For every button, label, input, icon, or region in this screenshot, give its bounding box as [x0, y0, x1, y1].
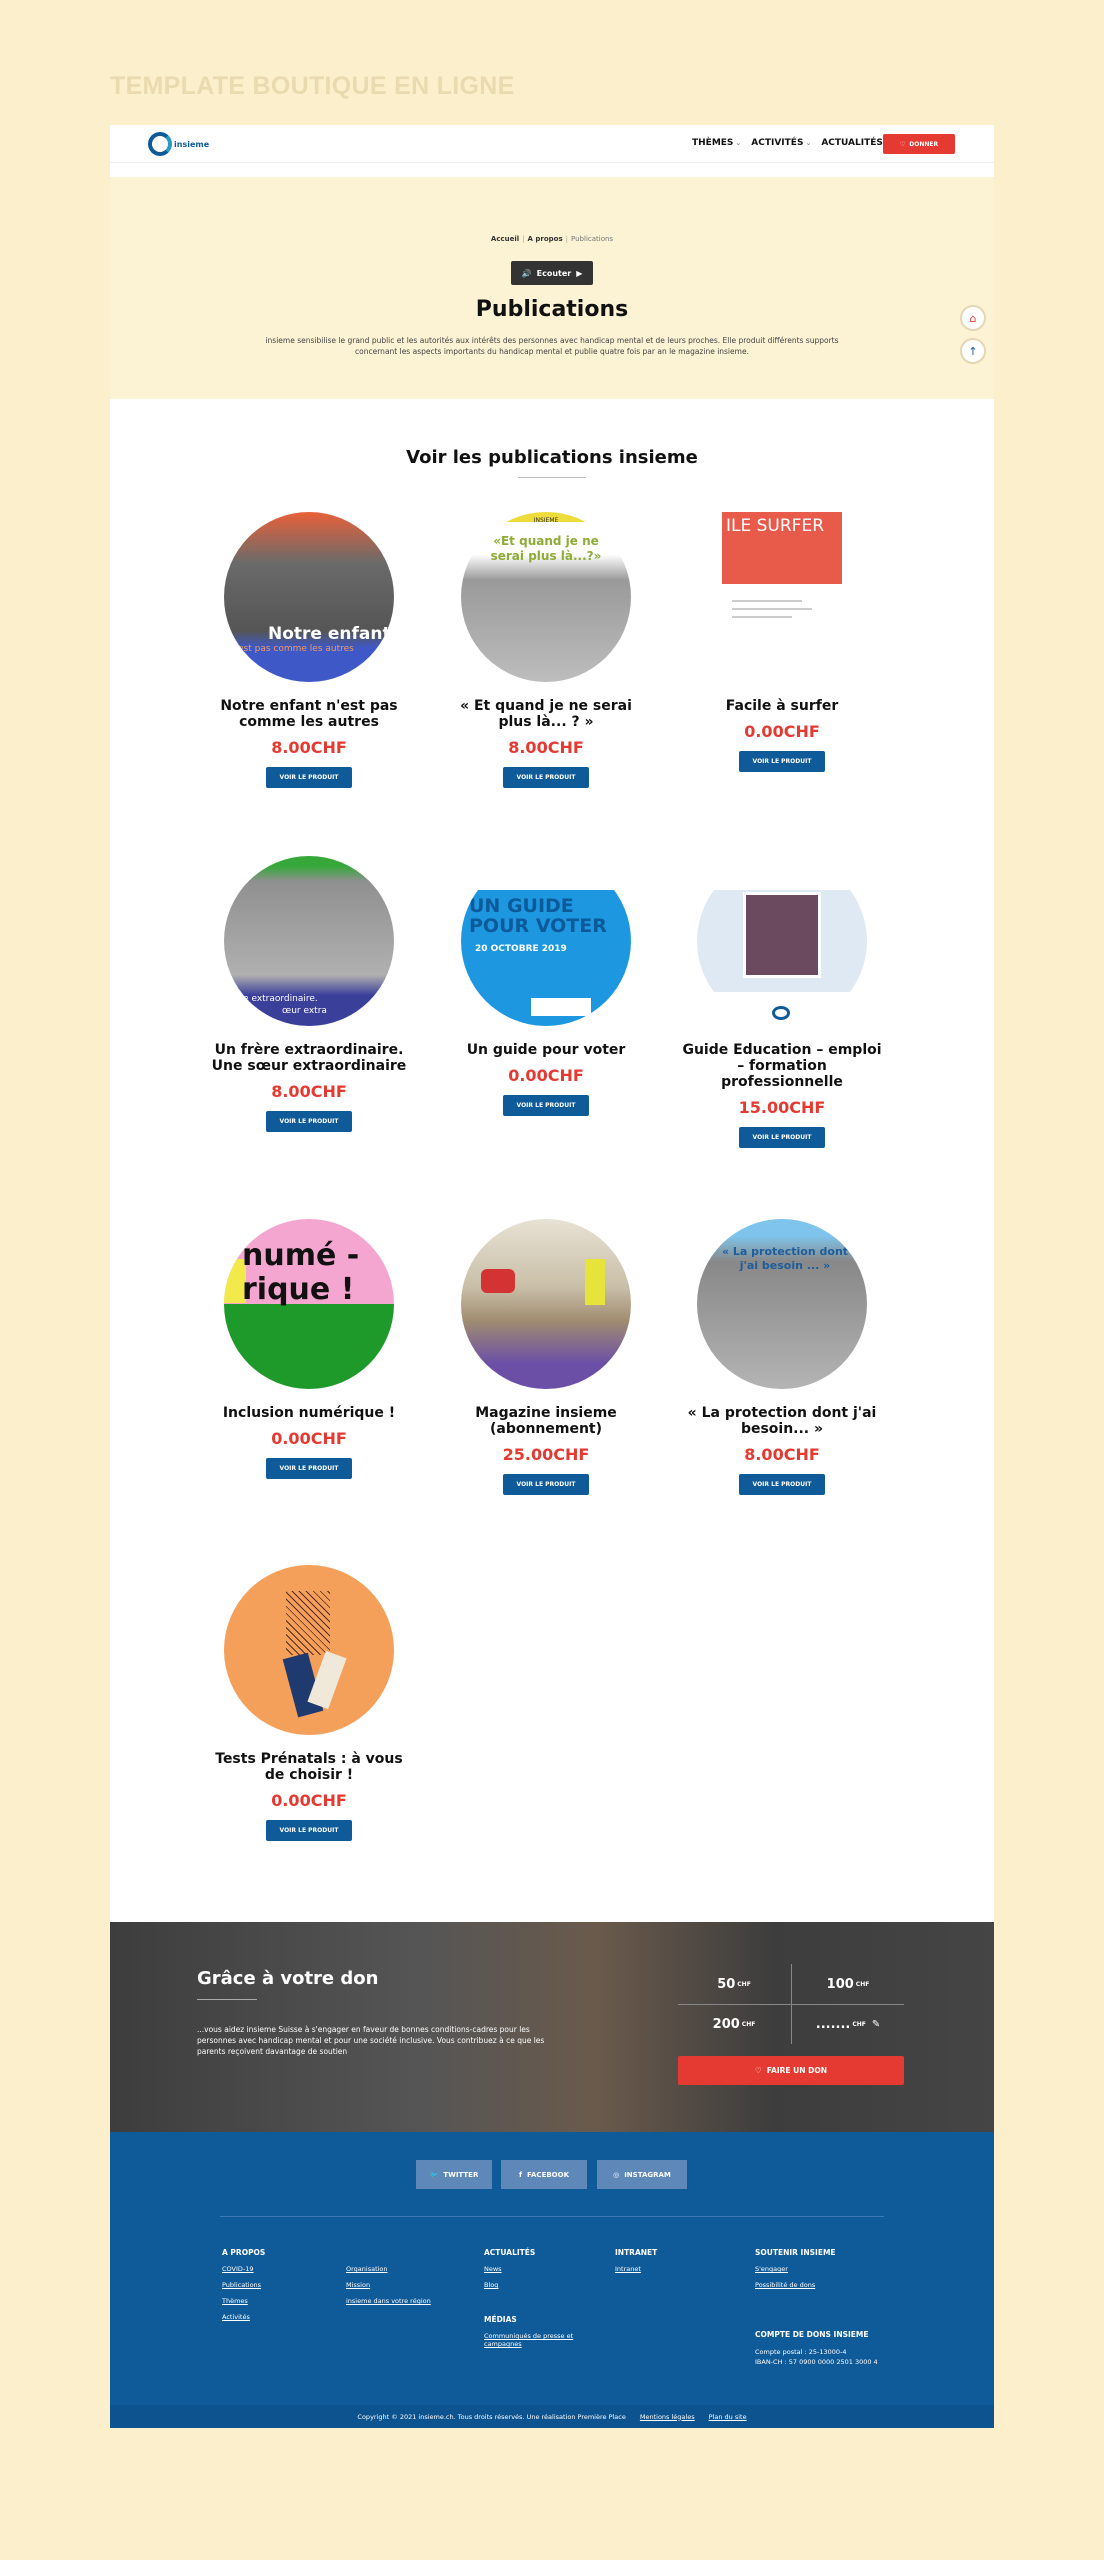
product-price: 15.00CHF [738, 1098, 826, 1117]
product-card [682, 512, 882, 772]
make-donation-button[interactable]: ♡ FAIRE UN DON [678, 2056, 904, 2085]
listen-button[interactable]: 🔊 Ecouter ▶ [511, 261, 593, 285]
product-card [446, 856, 646, 1116]
amount-option-200[interactable]: 200 CHF [712, 2016, 756, 2032]
heart-icon: ♡ [899, 140, 906, 148]
product-image[interactable]: UN GUIDE POUR VOTER 20 OCTOBRE 2019 [461, 856, 631, 1026]
product-card [209, 512, 409, 788]
footer-col-soutenir: SOUTENIR INSIEME S'engager Possibilité de dons [755, 2248, 836, 2289]
product-name[interactable]: Magazine insieme (abonnement) [475, 1405, 617, 1437]
divider [197, 1999, 257, 2000]
view-product-button[interactable]: VOIR LE PRODUIT [266, 1458, 352, 1479]
top-navigation-bar [110, 125, 994, 163]
product-name[interactable]: Tests Prénatals : à vous de choisir ! [215, 1751, 403, 1783]
instagram-icon: ◎ [613, 2170, 620, 2179]
product-image[interactable]: Notre enfant est pas comme les autres [224, 512, 394, 682]
footer-col-intranet: INTRANET Intranet [615, 2248, 658, 2273]
footer-link[interactable]: Thèmes [222, 2297, 248, 2305]
footer-link[interactable]: Organisation [346, 2265, 388, 2273]
footer-link[interactable]: S'engager [755, 2265, 788, 2273]
logo-text: insieme [174, 139, 210, 149]
product-name[interactable]: Notre enfant n'est pas comme les autres [220, 698, 398, 730]
product-image[interactable] [697, 856, 867, 1026]
page-frame [110, 125, 994, 2428]
footer-link[interactable]: insieme dans votre région [346, 2297, 431, 2305]
breadcrumb-current: Publications [571, 235, 614, 243]
product-card [446, 512, 646, 788]
page-title: Publications [475, 297, 629, 322]
product-name[interactable]: « Et quand je ne serai plus là... ? » [460, 698, 632, 730]
view-product-button[interactable]: VOIR LE PRODUIT [266, 1820, 352, 1841]
view-product-button[interactable]: VOIR LE PRODUIT [739, 751, 825, 772]
product-image[interactable]: numé -rique ! [224, 1219, 394, 1389]
product-name[interactable]: Facile à surfer [725, 698, 839, 714]
breadcrumb-apropos[interactable]: A propos [527, 235, 563, 243]
chevron-down-icon: ⌄ [805, 139, 812, 147]
breadcrumb-accueil[interactable]: Accueil [490, 235, 520, 243]
product-image[interactable] [461, 1219, 631, 1389]
product-image[interactable]: ère extraordinaire. œur extra [224, 856, 394, 1026]
page-description: insieme sensibilise le grand public et les autorités aux intérêts des personnes avec handicap mental et de leurs proches. Elle produit différents supports concernant les aspects importants du handicap mental et publie quatre fois par an le magazine insieme. [265, 336, 839, 356]
facebook-button[interactable]: f FACEBOOK [501, 2160, 587, 2189]
nav-item-themes[interactable]: THÈMES ⌄ [692, 138, 742, 148]
product-name[interactable]: Un guide pour voter [466, 1042, 626, 1058]
insieme-logo[interactable] [148, 131, 209, 157]
nav-item-actualites[interactable]: ACTUALITÉS [821, 138, 890, 148]
footer [110, 2132, 994, 2428]
product-price: 8.00CHF [271, 1082, 347, 1101]
view-product-button[interactable]: VOIR LE PRODUIT [503, 1474, 589, 1495]
amount-option-100[interactable]: 100 CHF [826, 1976, 870, 1992]
footer-col-apropos: A PROPOS COVID-19 Publications Thèmes Activités [222, 2248, 266, 2321]
product-image[interactable]: « La protection dont j'ai besoin ... » [697, 1219, 867, 1389]
footer-link[interactable]: Possibilité de dons [755, 2281, 816, 2289]
arrow-up-icon[interactable]: ↑ [960, 338, 986, 364]
twitter-button[interactable]: 🐦 TWITTER [416, 2160, 492, 2189]
product-price: 0.00CHF [271, 1791, 347, 1810]
facebook-icon: f [518, 2170, 523, 2179]
footer-link-mentions[interactable]: Mentions légales [639, 2412, 695, 2421]
template-title: TEMPLATE BOUTIQUE EN LIGNE [110, 72, 515, 100]
copyright-bar [110, 2405, 994, 2428]
footer-link[interactable]: Activités [222, 2313, 250, 2321]
footer-link-plan[interactable]: Plan du site [708, 2412, 747, 2421]
footer-col-apropos-2 [346, 2265, 431, 2313]
nav-item-activites[interactable]: ACTIVITÉS ⌄ [751, 138, 812, 148]
footer-col-actualites: ACTUALITÉS News Blog [484, 2248, 536, 2289]
footer-col-medias: MÉDIAS Communiqués de presse et campagnes [484, 2315, 584, 2356]
product-name[interactable]: Inclusion numérique ! [222, 1405, 396, 1421]
product-price: 8.00CHF [744, 1445, 820, 1464]
amount-option-50[interactable]: 50 CHF [717, 1976, 751, 1992]
main-nav [692, 138, 891, 148]
chevron-down-icon: ⌄ [735, 139, 742, 147]
divider [518, 477, 586, 478]
footer-link[interactable]: Intranet [615, 2265, 641, 2273]
donate-button[interactable]: ♡ DONNER [883, 134, 955, 154]
product-price: 0.00CHF [508, 1066, 584, 1085]
copyright-text: Copyright © 2021 insieme.ch. Tous droits réservés. Une réalisation Première Place [357, 2412, 626, 2421]
donation-text: ...vous aidez insieme Suisse à s'engager en faveur de bonnes conditions-cadres pour les personnes avec handicap mental et pour une société inclusive. Vous contribuez à ce que les parents reçoivent davantage de soutien [197, 2025, 545, 2056]
footer-link[interactable]: News [484, 2265, 502, 2273]
product-price: 8.00CHF [508, 738, 584, 757]
custom-amount-field[interactable]: ....... CHF ✎ [815, 2016, 881, 2032]
view-product-button[interactable]: VOIR LE PRODUIT [503, 1095, 589, 1116]
heart-icon: ♡ [755, 2066, 762, 2075]
product-image[interactable]: ILE SURFER [722, 512, 842, 682]
speaker-icon: 🔊 [521, 268, 532, 278]
footer-link[interactable]: Blog [484, 2281, 499, 2289]
breadcrumb: Accueil | A propos | Publications [490, 235, 614, 243]
footer-link[interactable]: COVID-19 [222, 2265, 254, 2273]
product-price: 25.00CHF [502, 1445, 590, 1464]
view-product-button[interactable]: VOIR LE PRODUIT [739, 1474, 825, 1495]
instagram-button[interactable]: ◎ INSTAGRAM [597, 2160, 687, 2189]
footer-link[interactable]: Communiqués de presse et campagnes [484, 2332, 574, 2348]
hero-section [110, 177, 994, 399]
view-product-button[interactable]: VOIR LE PRODUIT [739, 1127, 825, 1148]
view-product-button[interactable]: VOIR LE PRODUIT [266, 1111, 352, 1132]
footer-link[interactable]: Mission [346, 2281, 371, 2289]
play-icon: ▶ [576, 268, 583, 278]
product-price: 0.00CHF [271, 1429, 347, 1448]
product-card [682, 856, 882, 1148]
product-price: 0.00CHF [744, 722, 820, 741]
product-price: 8.00CHF [271, 738, 347, 757]
product-image[interactable] [224, 1565, 394, 1735]
view-product-button[interactable]: VOIR LE PRODUIT [503, 767, 589, 788]
logo-icon [148, 132, 172, 156]
product-card [209, 1565, 409, 1841]
twitter-icon: 🐦 [429, 2170, 439, 2179]
product-name[interactable]: Guide Education – emploi – formation professionnelle [682, 1042, 882, 1090]
view-product-button[interactable]: VOIR LE PRODUIT [266, 767, 352, 788]
divider [220, 2216, 884, 2217]
donation-title: Grâce à votre don [197, 1968, 379, 1989]
pencil-icon: ✎ [871, 2018, 881, 2030]
product-card [209, 856, 409, 1132]
product-name[interactable]: « La protection dont j'ai besoin... » [687, 1405, 877, 1437]
product-image[interactable]: INSIEME «Et quand je ne serai plus là...?» [461, 512, 631, 682]
section-title: Voir les publications insieme [406, 447, 698, 468]
product-card [682, 1219, 882, 1495]
product-card [446, 1219, 646, 1495]
home-icon[interactable]: ⌂ [960, 305, 986, 331]
product-name[interactable]: Un frère extraordinaire. Une sœur extraordinaire [211, 1042, 407, 1074]
product-card [209, 1219, 409, 1479]
donation-section [110, 1922, 994, 2132]
footer-col-compte: COMPTE DE DONS INSIEME Compte postal : 25-13000-4 IBAN-CH : 57 0900 0000 2501 3000 4 [755, 2330, 878, 2366]
donation-amounts [678, 1964, 904, 2064]
footer-link[interactable]: Publications [222, 2281, 262, 2289]
